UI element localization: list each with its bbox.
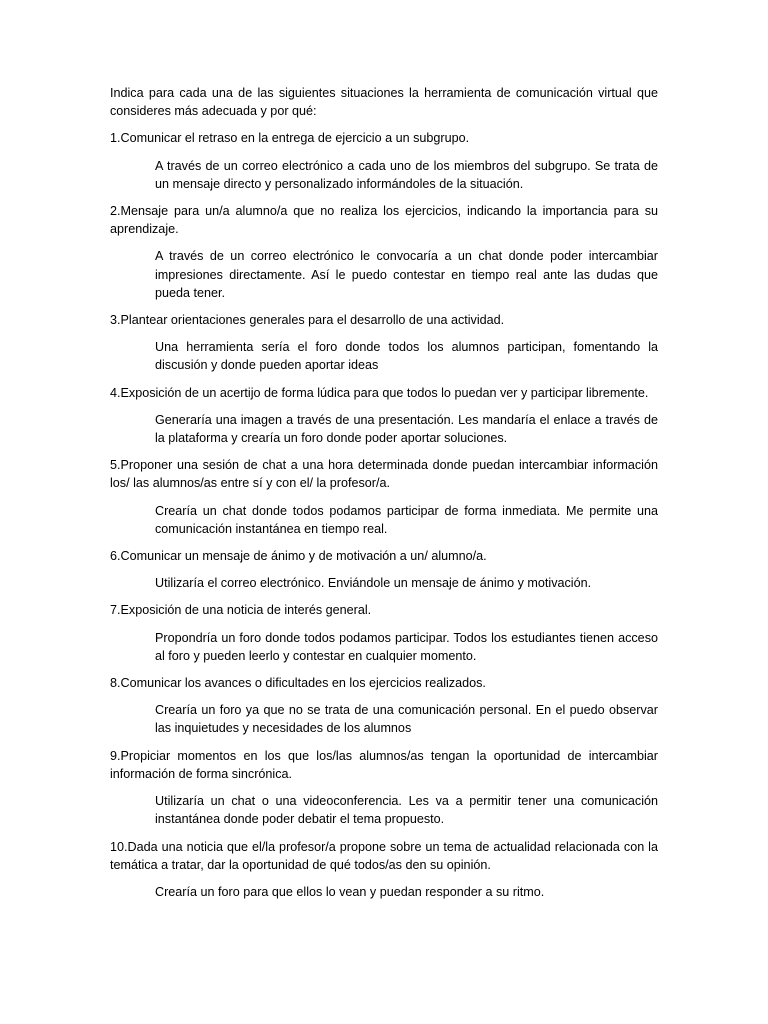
answer-8: Crearía un foro ya que no se trata de una comunicación personal. En el puedo observar las inquietudes y necesidades de los alumnos [155,703,658,736]
answer-10: Crearía un foro para que ellos lo vean y puedan responder a su ritmo. [155,884,545,899]
answer-9: Utilizaría un chat o una videoconferencia. Les va a permitir tener una comunicación instantánea donde poder debatir el tema propuesto. [155,794,658,827]
question-2: 2.Mensaje para un/a alumno/a que no realiza los ejercicios, indicando la importancia para su aprendizaje. [110,204,658,237]
answer-4: Generaría una imagen a través de una presentación. Les mandaría el enlace a través de la plataforma y crearía un foro donde poder aportar soluciones. [155,412,658,446]
question-8: 8.Comunicar los avances o dificultades en los ejercicios realizados. [110,676,486,691]
question-3: 3.Plantear orientaciones generales para el desarrollo de una actividad. [110,313,505,328]
answer-7: Propondría un foro donde todos podamos participar. Todos los estudiantes tienen acceso al foro y pueden leerlo y contestar en cualquier momento. [155,630,658,663]
answer-5: Crearía un chat donde todos podamos participar de forma inmediata. Me permite una comunicación instantánea en tiempo real. [155,503,658,536]
answer-6: Utilizaría el correo electrónico. Enviándole un mensaje de ánimo y motivación. [155,576,592,591]
answer-1: A través de un correo electrónico a cada uno de los miembros del subgrupo. Se trata de un mensaje directo y personalizado informándoles de la situación. [155,158,658,191]
question-1: 1.Comunicar el retraso en la entrega de ejercicio a un subgrupo. [110,131,470,146]
question-5: 5.Proponer una sesión de chat a una hora determinada donde puedan intercambiar información los/ las alumnos/as entre sí y con el/ la profesor/a. [110,458,658,491]
question-7: 7.Exposición de una noticia de interés general. [110,603,372,618]
question-9: 9.Propiciar momentos en los que los/las alumnos/as tengan la oportunidad de intercambiar información de forma sincrónica. [110,748,658,781]
answer-2: A través de un correo electrónico le convocaría a un chat donde poder intercambiar impresiones directamente. Así le puedo contestar en tiempo real ante las dudas que pueda tener. [155,249,658,300]
question-6: 6.Comunicar un mensaje de ánimo y de motivación a un/ alumno/a. [110,549,487,564]
intro-text: Indica para cada una de las siguientes situaciones la herramienta de comunicación virtual que consideres más adecuada y por qué: [110,86,658,119]
question-4: 4.Exposición de un acertijo de forma lúdica para que todos lo puedan ver y participar libremente. [110,385,649,400]
answer-3: Una herramienta sería el foro donde todos los alumnos participan, fomentando la discusión y donde pueden aportar ideas [155,340,658,373]
question-10: 10.Dada una noticia que el/la profesor/a propone sobre un tema de actualidad relacionada con la temática a tratar, dar la oportunidad de qué todos/as den su opinión. [110,839,658,872]
document-body [110,84,658,910]
